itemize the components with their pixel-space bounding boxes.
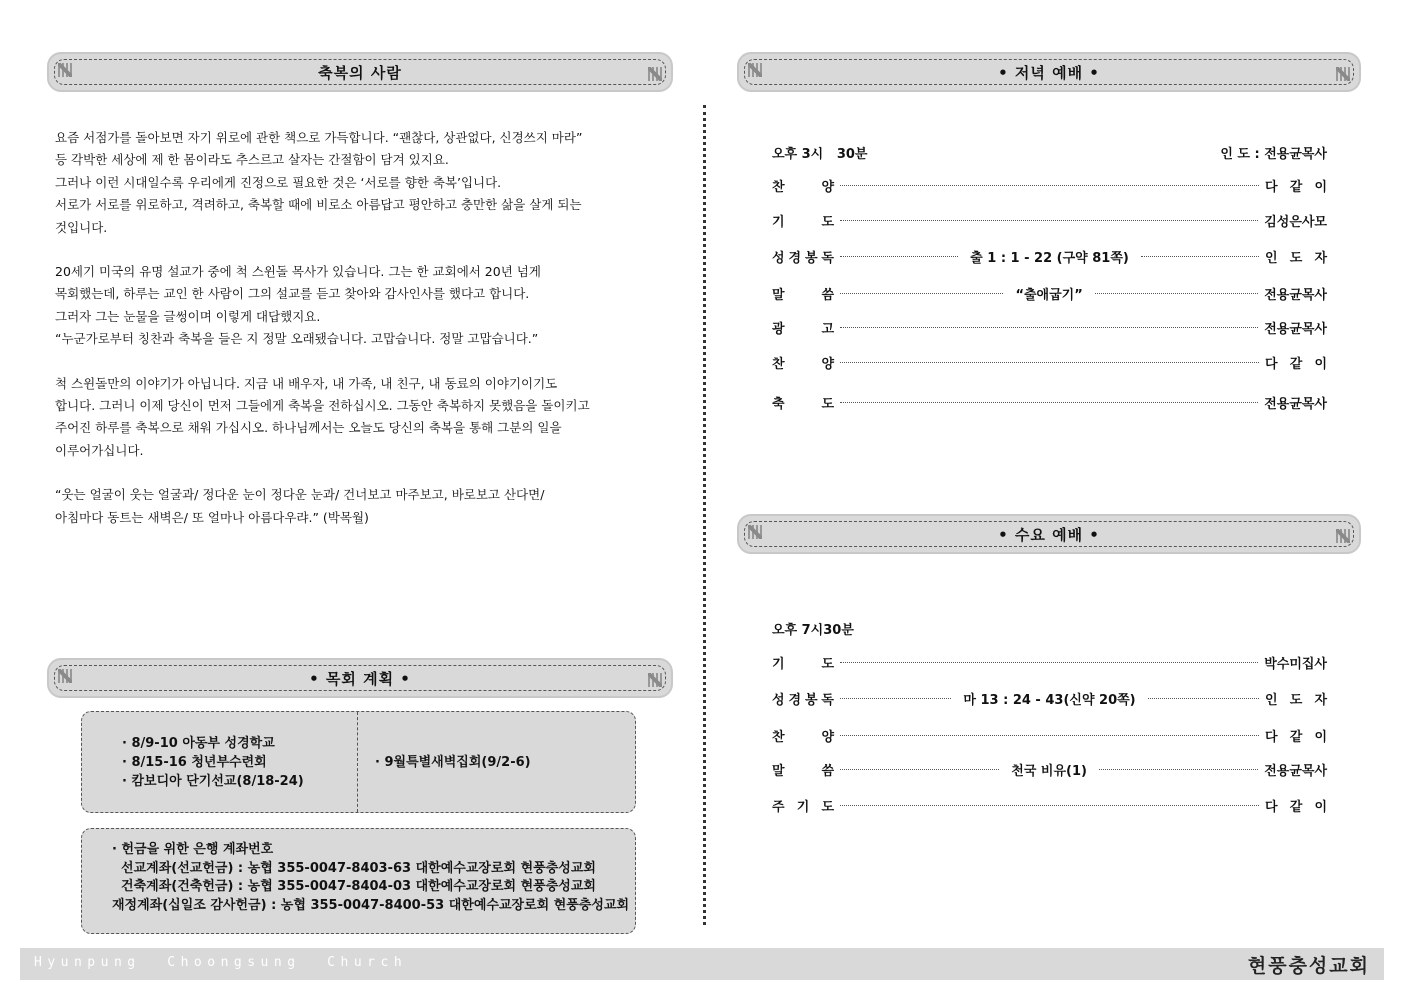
wednesday-title: • 수요 예배 • [998, 525, 1100, 544]
order-label-char: 말 [772, 287, 785, 303]
order-person: 전용균목사 [1264, 396, 1327, 412]
order-label-char: 기 [796, 799, 810, 815]
order-label-char: 씀 [821, 287, 834, 303]
order-label-char: 광 [772, 321, 785, 337]
order-label [772, 353, 834, 372]
dotted-leader [1095, 293, 1258, 294]
bank-account-list [112, 841, 629, 915]
plan-left-list [122, 712, 304, 812]
article-line: 목회했는데, 하루는 교인 한 사람이 그의 설교를 듣고 찾아와 감사인사를 했다고 합니다. [55, 286, 530, 302]
order-label [772, 176, 834, 195]
article-line: 등 각박한 세상에 제 한 몸이라도 추스르고 살자는 간절함이 담겨 있지요. [55, 152, 449, 168]
order-person: 전용균목사 [1264, 287, 1327, 303]
order-label-char: 양 [821, 356, 834, 372]
order-row [772, 759, 1327, 779]
dotted-leader [840, 402, 1258, 403]
order-label [772, 689, 834, 708]
order-label-char: 경 [788, 250, 802, 266]
blessing-banner [47, 52, 673, 92]
order-label-char: 찬 [772, 729, 785, 745]
order-detail: 마 13 : 24 - 43(신약 20쪽) [963, 692, 1136, 708]
article-line: 주어진 하루를 축복으로 채워 가십시오. 하나님께서는 오늘도 당신의 축복을 통해 그분의 일을 [55, 420, 562, 436]
order-label-char: 씀 [821, 763, 834, 779]
article-line: “누군가로부터 칭찬과 축복을 들은 지 정말 오래됐습니다. 고맙습니다. 정말 고맙습니다.” [55, 331, 539, 347]
dotted-leader [840, 256, 958, 257]
order-person: 인 도 자 [1265, 692, 1328, 708]
order-person: 다 같 이 [1265, 179, 1327, 195]
order-person: 인 도 자 [1265, 250, 1328, 266]
plan-title: • 목회 계획 • [309, 669, 411, 688]
dotted-leader [840, 327, 1258, 328]
order-label-char: 독 [821, 692, 834, 708]
article-line: 그러자 그는 눈물을 글썽이며 이렇게 대답했지요. [55, 308, 321, 324]
order-label [772, 760, 834, 779]
order-row [772, 175, 1327, 195]
order-person: 박수미집사 [1264, 656, 1327, 672]
order-label-char: 성 [772, 692, 785, 708]
plan-item: · 캄보디아 단기선교(8/18-24) [122, 773, 304, 789]
order-label [772, 247, 834, 266]
order-row [772, 725, 1327, 745]
plan-item: · 9월특별새벽집회(9/2-6) [375, 754, 531, 770]
order-label-char: 양 [821, 179, 834, 195]
evening-banner [737, 52, 1361, 92]
article-paragraph [55, 261, 635, 351]
order-label [772, 318, 834, 337]
order-label-char: 주 [772, 799, 785, 815]
dotted-leader [1141, 256, 1259, 257]
order-label [772, 393, 834, 412]
order-label [772, 796, 834, 815]
order-label-char: 도 [821, 396, 834, 412]
order-label-char: 찬 [772, 179, 785, 195]
order-label-char: 기 [772, 214, 785, 230]
order-label [772, 653, 834, 672]
footer-bar [20, 948, 1384, 980]
order-label [772, 284, 834, 303]
order-row [772, 210, 1327, 230]
order-person: 다 같 이 [1265, 356, 1327, 372]
bank-account-line: · 헌금을 위한 은행 계좌번호 [112, 842, 274, 857]
order-row [772, 317, 1327, 337]
order-label-char: 도 [821, 656, 834, 672]
column-divider [703, 105, 706, 925]
order-label-char: 경 [788, 692, 802, 708]
plan-banner [47, 658, 673, 698]
order-label-char: 봉 [804, 250, 818, 266]
article-line: 합니다. 그러니 이제 당신이 먼저 그들에게 축복을 전하십시오. 그동안 축복하지 못했음을 돌이키고 [55, 398, 590, 414]
dotted-leader [1148, 698, 1259, 699]
dotted-leader [840, 735, 1259, 736]
order-label-char: 축 [772, 396, 785, 412]
order-detail: “출애굽기” [1015, 287, 1083, 303]
plan-right-list [375, 712, 531, 812]
article-line: 아침마다 동트는 새벽은/ 또 얼마나 아름다우랴.” (박목월) [55, 509, 369, 525]
article-line: 것입니다. [55, 219, 108, 235]
article-paragraph [55, 484, 635, 529]
plan-item: · 8/15-16 청년부수련회 [122, 754, 267, 770]
order-row [772, 246, 1327, 266]
order-label [772, 726, 834, 745]
article-line: “웃는 얼굴이 웃는 얼굴과/ 정다운 눈이 정다운 눈과/ 건너보고 마주보고, 바로보고 산다면/ [55, 487, 545, 503]
dotted-leader [1099, 769, 1258, 770]
bank-account-line: 선교계좌(선교헌금) : 농협 355-0047-8403-63 대한예수교장로회 현풍충성교회 [112, 860, 596, 876]
order-label-char: 고 [821, 321, 834, 337]
order-row [772, 392, 1327, 412]
blessing-article [55, 127, 635, 551]
order-label-char: 찬 [772, 356, 785, 372]
order-detail: 천국 비유(1) [1011, 763, 1087, 779]
dotted-leader [840, 220, 1258, 221]
plan-divider [357, 712, 358, 812]
dotted-leader [840, 769, 999, 770]
order-person: 전용균목사 [1264, 763, 1328, 779]
bank-account-line: 재정계좌(십일조 감사헌금) : 농협 355-0047-8400-53 대한예수교장로회 현풍충성교회 [112, 897, 630, 913]
order-label-char: 봉 [804, 692, 818, 708]
order-person: 다 같 이 [1265, 799, 1327, 815]
order-label-char: 양 [821, 729, 834, 745]
evening-time: 오후 3시 30분 [772, 147, 868, 162]
plan-box [81, 711, 636, 813]
order-label-char: 말 [772, 763, 785, 779]
dotted-leader [840, 662, 1258, 663]
article-line: 척 스윈돌만의 이야기가 아닙니다. 지금 내 배우자, 내 가족, 내 친구, 내 동료의 이야기이기도 [55, 375, 558, 391]
footer-english-name: Hyunpung Choongsung Church [34, 955, 408, 970]
order-detail: 출 1 : 1 - 22 (구약 81쪽) [970, 250, 1129, 266]
article-paragraph [55, 127, 635, 239]
order-row [772, 283, 1327, 303]
bank-account-line: 건축계좌(건축헌금) : 농협 355-0047-8404-03 대한예수교장로회 현풍충성교회 [112, 879, 596, 894]
order-row [772, 688, 1327, 708]
order-row [772, 352, 1327, 372]
plan-item: · 8/9-10 아동부 성경학교 [122, 735, 275, 751]
dotted-leader [840, 362, 1259, 363]
article-paragraph [55, 373, 635, 463]
dotted-leader [840, 805, 1259, 806]
order-person: 김성은사모 [1264, 214, 1327, 230]
order-row [772, 652, 1327, 672]
wednesday-time: 오후 7시30분 [772, 623, 854, 638]
wednesday-banner [737, 514, 1361, 554]
order-label [772, 211, 834, 230]
bank-account-box [81, 828, 636, 934]
evening-leader: 인 도 : 전용균목사 [1220, 147, 1327, 162]
article-line: 그러나 이런 시대일수록 우리에게 진정으로 필요한 것은 ‘서로를 향한 축복’입니다. [55, 174, 502, 190]
article-line: 20세기 미국의 유명 설교가 중에 척 스윈돌 목사가 있습니다. 그는 한 교회에서 20년 넘게 [55, 264, 541, 280]
dotted-leader [840, 293, 1003, 294]
order-label-char: 도 [821, 799, 834, 815]
order-row [772, 795, 1327, 815]
order-label-char: 도 [821, 214, 834, 230]
dotted-leader [840, 698, 951, 699]
evening-title: • 저녁 예배 • [998, 63, 1100, 82]
order-label-char: 기 [772, 656, 785, 672]
article-line: 이루어가십니다. [55, 442, 144, 458]
order-label-char: 독 [821, 250, 834, 266]
article-line: 요즘 서점가를 돌아보면 자기 위로에 관한 책으로 가득합니다. “괜찮다, 상관없다, 신경쓰지 마라” [55, 130, 583, 145]
order-label-char: 성 [772, 250, 785, 266]
order-person: 다 같 이 [1265, 729, 1327, 745]
dotted-leader [840, 185, 1259, 186]
footer-korean-name: 현풍충성교회 [1247, 955, 1370, 977]
blessing-title: 축복의 사람 [318, 63, 402, 82]
article-line: 서로가 서로를 위로하고, 격려하고, 축복할 때에 비로소 아름답고 평안하고 충만한 삶을 살게 되는 [55, 197, 582, 213]
order-person: 전용균목사 [1264, 321, 1327, 337]
